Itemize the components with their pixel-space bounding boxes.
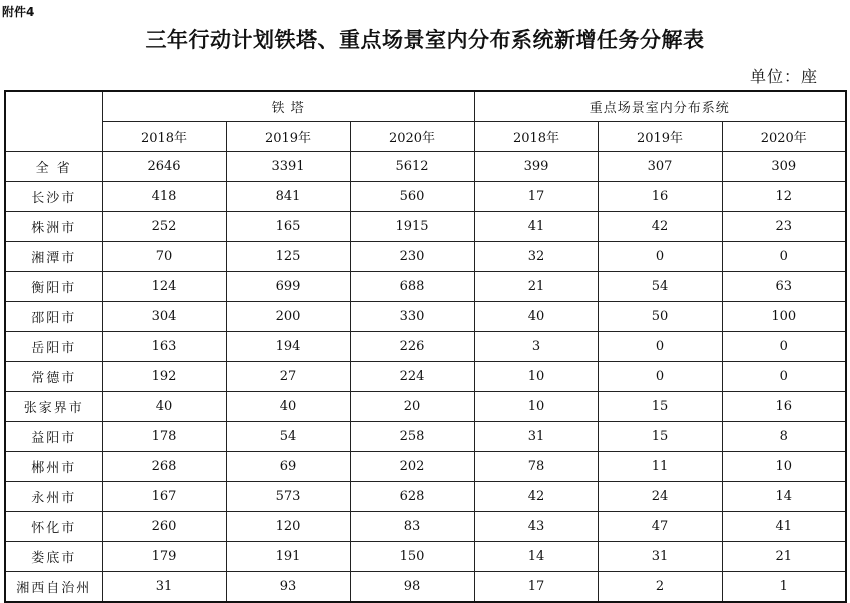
table-cell: 54	[598, 272, 722, 302]
table-cell: 93	[226, 572, 350, 603]
table-cell: 15	[598, 422, 722, 452]
table-cell: 418	[102, 182, 226, 212]
table-cell: 83	[350, 512, 474, 542]
row-label: 娄底市	[5, 542, 102, 572]
table-cell: 224	[350, 362, 474, 392]
table-cell: 0	[598, 332, 722, 362]
table-cell: 41	[722, 512, 846, 542]
table-cell: 40	[226, 392, 350, 422]
table-cell: 31	[598, 542, 722, 572]
table-cell: 10	[474, 362, 598, 392]
table-cell: 150	[350, 542, 474, 572]
table-cell: 330	[350, 302, 474, 332]
table-cell: 699	[226, 272, 350, 302]
table-cell: 178	[102, 422, 226, 452]
table-cell: 192	[102, 362, 226, 392]
table-cell: 42	[474, 482, 598, 512]
table-cell: 21	[474, 272, 598, 302]
row-label: 株洲市	[5, 212, 102, 242]
table-cell: 42	[598, 212, 722, 242]
row-label: 郴州市	[5, 452, 102, 482]
row-label: 岳阳市	[5, 332, 102, 362]
table-cell: 260	[102, 512, 226, 542]
table-body	[5, 91, 846, 602]
group-header-indoor: 重点场景室内分布系统	[474, 91, 846, 122]
table-cell: 5612	[350, 152, 474, 182]
table-cell: 0	[598, 242, 722, 272]
table-cell: 191	[226, 542, 350, 572]
table-cell: 841	[226, 182, 350, 212]
table-cell: 63	[722, 272, 846, 302]
table-cell: 307	[598, 152, 722, 182]
row-label: 衡阳市	[5, 272, 102, 302]
table-cell: 43	[474, 512, 598, 542]
table-cell: 165	[226, 212, 350, 242]
table-cell: 2	[598, 572, 722, 603]
year-header-row	[5, 122, 846, 152]
table-cell: 268	[102, 452, 226, 482]
table-cell: 573	[226, 482, 350, 512]
table-cell: 98	[350, 572, 474, 603]
table-row	[5, 212, 846, 242]
table-cell: 688	[350, 272, 474, 302]
table-row	[5, 452, 846, 482]
table-cell: 560	[350, 182, 474, 212]
table-cell: 10	[722, 452, 846, 482]
year-header: 2019年	[598, 122, 722, 152]
page-title: 三年行动计划铁塔、重点场景室内分布系统新增任务分解表	[145, 27, 705, 52]
table-cell: 23	[722, 212, 846, 242]
table-cell: 304	[102, 302, 226, 332]
table-row	[5, 302, 846, 332]
table-cell: 0	[722, 332, 846, 362]
table-row	[5, 362, 846, 392]
table-cell: 17	[474, 182, 598, 212]
row-label: 怀化市	[5, 512, 102, 542]
table-cell: 31	[102, 572, 226, 603]
task-table	[4, 90, 847, 603]
table-cell: 15	[598, 392, 722, 422]
table-row	[5, 512, 846, 542]
row-label: 全 省	[5, 152, 102, 182]
table-cell: 124	[102, 272, 226, 302]
table-cell: 16	[598, 182, 722, 212]
table-row	[5, 182, 846, 212]
table-cell: 3391	[226, 152, 350, 182]
unit-label: 单位：座	[749, 67, 818, 86]
table-cell: 47	[598, 512, 722, 542]
table-cell: 40	[474, 302, 598, 332]
year-header: 2019年	[226, 122, 350, 152]
row-label: 永州市	[5, 482, 102, 512]
table-cell: 16	[722, 392, 846, 422]
table-cell: 252	[102, 212, 226, 242]
table-cell: 70	[102, 242, 226, 272]
table-cell: 78	[474, 452, 598, 482]
table-row	[5, 482, 846, 512]
table-cell: 194	[226, 332, 350, 362]
table-cell: 24	[598, 482, 722, 512]
row-label: 常德市	[5, 362, 102, 392]
table-cell: 12	[722, 182, 846, 212]
table-row	[5, 392, 846, 422]
table-cell: 11	[598, 452, 722, 482]
table-cell: 1	[722, 572, 846, 603]
year-header: 2020年	[350, 122, 474, 152]
table-cell: 41	[474, 212, 598, 242]
table-cell: 226	[350, 332, 474, 362]
table-cell: 399	[474, 152, 598, 182]
table-cell: 100	[722, 302, 846, 332]
row-label: 邵阳市	[5, 302, 102, 332]
table-cell: 125	[226, 242, 350, 272]
table-cell: 2646	[102, 152, 226, 182]
table-row	[5, 152, 846, 182]
table-cell: 27	[226, 362, 350, 392]
row-label: 长沙市	[5, 182, 102, 212]
table-cell: 628	[350, 482, 474, 512]
table-cell: 40	[102, 392, 226, 422]
row-label: 益阳市	[5, 422, 102, 452]
table-cell: 54	[226, 422, 350, 452]
year-header: 2020年	[722, 122, 846, 152]
table-cell: 163	[102, 332, 226, 362]
table-cell: 120	[226, 512, 350, 542]
attachment-label: 附件4	[2, 5, 35, 19]
table-row	[5, 332, 846, 362]
table-row	[5, 542, 846, 572]
table-cell: 179	[102, 542, 226, 572]
year-header: 2018年	[102, 122, 226, 152]
table-cell: 32	[474, 242, 598, 272]
table-row	[5, 272, 846, 302]
table-row	[5, 242, 846, 272]
table-cell: 20	[350, 392, 474, 422]
group-header-tower: 铁 塔	[102, 91, 474, 122]
table-row	[5, 572, 846, 603]
row-label: 湘西自治州	[5, 572, 102, 603]
table-row	[5, 422, 846, 452]
table-cell: 167	[102, 482, 226, 512]
table-cell: 10	[474, 392, 598, 422]
table-cell: 258	[350, 422, 474, 452]
row-label: 张家界市	[5, 392, 102, 422]
corner-cell	[5, 91, 102, 152]
year-header: 2018年	[474, 122, 598, 152]
table-cell: 3	[474, 332, 598, 362]
table-cell: 69	[226, 452, 350, 482]
table-cell: 0	[722, 242, 846, 272]
row-label: 湘潭市	[5, 242, 102, 272]
table-cell: 230	[350, 242, 474, 272]
table-cell: 8	[722, 422, 846, 452]
table-cell: 21	[722, 542, 846, 572]
table-cell: 1915	[350, 212, 474, 242]
group-header-row	[5, 91, 846, 122]
table-cell: 202	[350, 452, 474, 482]
table-cell: 0	[722, 362, 846, 392]
table-cell: 17	[474, 572, 598, 603]
table-cell: 50	[598, 302, 722, 332]
table-cell: 14	[474, 542, 598, 572]
table-cell: 0	[598, 362, 722, 392]
table-cell: 309	[722, 152, 846, 182]
table-cell: 31	[474, 422, 598, 452]
table-cell: 200	[226, 302, 350, 332]
table-cell: 14	[722, 482, 846, 512]
